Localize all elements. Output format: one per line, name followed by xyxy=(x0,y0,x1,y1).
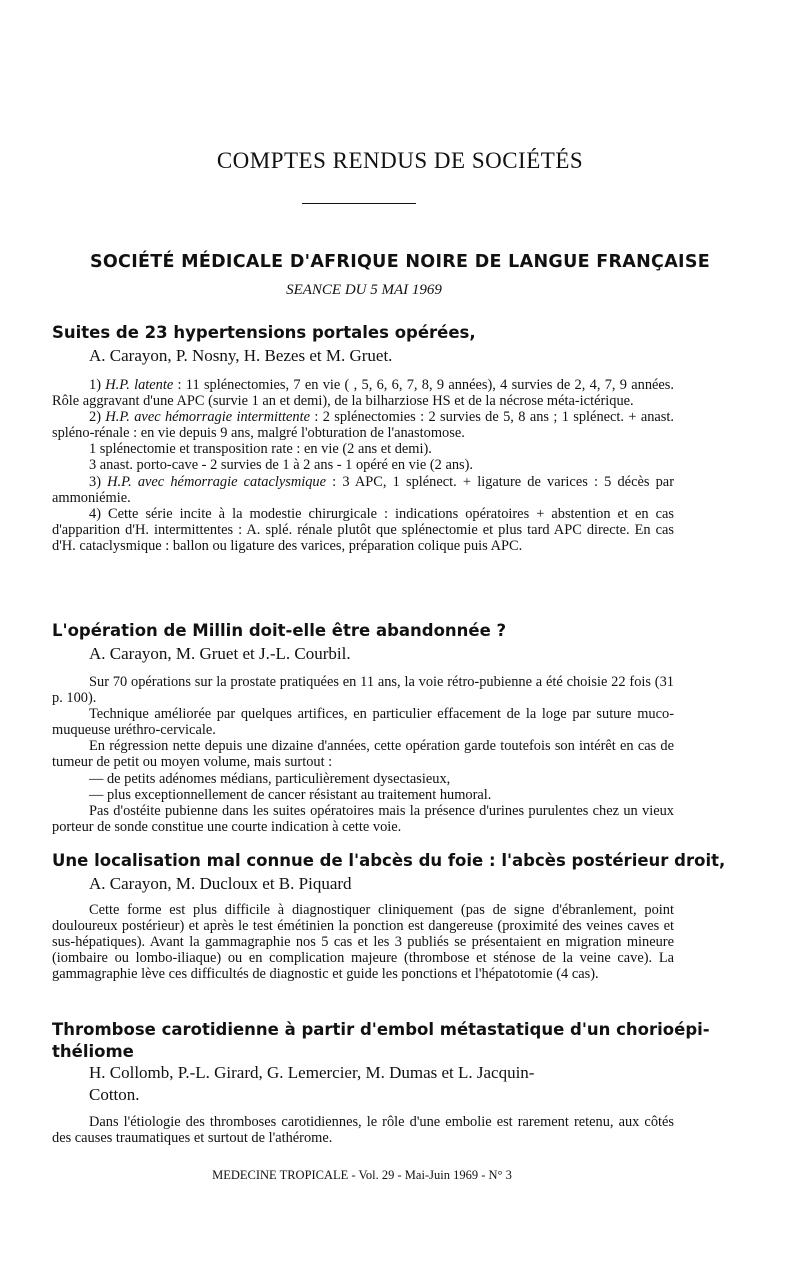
article-body xyxy=(52,1114,674,1146)
article-authors: A. Carayon, P. Nosny, H. Bezes et M. Gruet. xyxy=(89,346,393,365)
paragraph: Cette forme est plus difficile à diagnostiquer cliniquement (pas de signe d'ébranlement, point douloureux postérieur) et après le test émétinien la ponction est dangereuse (proximité des veines caves et sus-hépatiques). Avant la gammagraphie nos 5 cas et les 3 publiés se présentaient en migration mineure (iombaire ou lombo-iliaque) ou en complication majeure (thrombose et sténose de la veine cave). La gammagraphie lève ces difficultés de diagnostic et guide les ponctions et l'hépatotomie (4 cas). xyxy=(52,902,674,983)
article-title: Suites de 23 hypertensions portales opérées, xyxy=(52,323,476,342)
article-body xyxy=(52,902,674,982)
paragraph: Technique améliorée par quelques artifices, en particulier effacement de la loge par suture muco-muqueuse uréthro-cervicale. xyxy=(52,706,674,739)
seance-date: SEANCE DU 5 MAI 1969 xyxy=(286,282,442,298)
article-authors: H. Collomb, P.-L. Girard, G. Lemercier, M. Dumas et L. Jacquin- xyxy=(89,1063,535,1082)
article-authors: A. Carayon, M. Ducloux et B. Piquard xyxy=(89,874,352,893)
paragraph: 3) H.P. avec hémorragie cataclysmique : 3 APC, 1 splénect. + ligature de varices : 5 décès par ammoniémie. xyxy=(52,473,674,506)
page-footer: MEDECINE TROPICALE - Vol. 29 - Mai-Juin 1969 - N° 3 xyxy=(212,1168,512,1182)
page-title: COMPTES RENDUS DE SOCIÉTÉS xyxy=(216,148,584,173)
article-title: Thrombose carotidienne à partir d'embol métastatique d'un chorioépi- xyxy=(52,1020,710,1039)
paragraph: — de petits adénomes médians, particulièrement dysectasieux, xyxy=(89,770,451,787)
paragraph: Dans l'étiologie des thromboses carotidiennes, le rôle d'une embolie est rarement retenu, aux côtés des causes traumatiques et surtout de l'athérome. xyxy=(52,1114,674,1147)
paragraph: 3 anast. porto-cave - 2 survies de 1 à 2 ans - 1 opéré en vie (2 ans). xyxy=(89,457,474,474)
article-title: L'opération de Millin doit-elle être abandonnée ? xyxy=(52,621,507,640)
paragraph: Sur 70 opérations sur la prostate pratiquées en 11 ans, la voie rétro-pubienne a été choisie 22 fois (31 p. 100). xyxy=(52,674,674,707)
paragraph: 1 splénectomie et transposition rate : en vie (2 ans et demi). xyxy=(89,441,432,458)
article-title-continued: théliome xyxy=(52,1042,134,1061)
article-authors-continued: Cotton. xyxy=(89,1085,140,1104)
paragraph: 2) H.P. avec hémorragie intermittente : 2 splénectomies : 2 survies de 5, 8 ans ; 1 splénect. + anast. spléno-rénale : en vie depuis 9 ans, malgré l'obturation de l'anastomose. xyxy=(52,409,675,442)
article-body xyxy=(52,674,674,835)
paragraph: — plus exceptionnellement de cancer résistant au traitement humoral. xyxy=(89,786,492,803)
article-authors: A. Carayon, M. Gruet et J.-L. Courbil. xyxy=(89,644,351,663)
paragraph: 4) Cette série incite à la modestie chirurgicale : indications opératoires + abstention et en cas d'apparition d'H. intermittentes : A. splé. rénale plutôt que splénectomie et plus tard APC directe. En cas d'H. cataclysmique : ballon ou ligature des varices, préparation colique puis APC. xyxy=(52,505,674,554)
society-heading: SOCIÉTÉ MÉDICALE D'AFRIQUE NOIRE DE LANGUE FRANÇAISE xyxy=(89,252,711,272)
paragraph: En régression nette depuis une dizaine d'années, cette opération garde toutefois son intérêt en cas de tumeur de petit ou moyen volume, mais surtout : xyxy=(52,738,674,771)
paragraph: 1) H.P. latente : 11 splénectomies, 7 en vie ( , 5, 6, 6, 7, 8, 9 années), 4 survies de 2, 4, 7, 9 années. Rôle aggravant d'une APC (survie 1 an et demi), de la bilharziose HS et de la nécrose méta-ictérique. xyxy=(52,377,675,410)
paragraph: Pas d'ostéite pubienne dans les suites opératoires mais la présence d'urines purulentes chez un vieux porteur de sonde constitue une courte indication à cette voie. xyxy=(52,802,674,835)
article-body xyxy=(52,377,674,554)
article-title: Une localisation mal connue de l'abcès du foie : l'abcès postérieur droit, xyxy=(52,851,726,870)
title-divider xyxy=(302,203,416,204)
